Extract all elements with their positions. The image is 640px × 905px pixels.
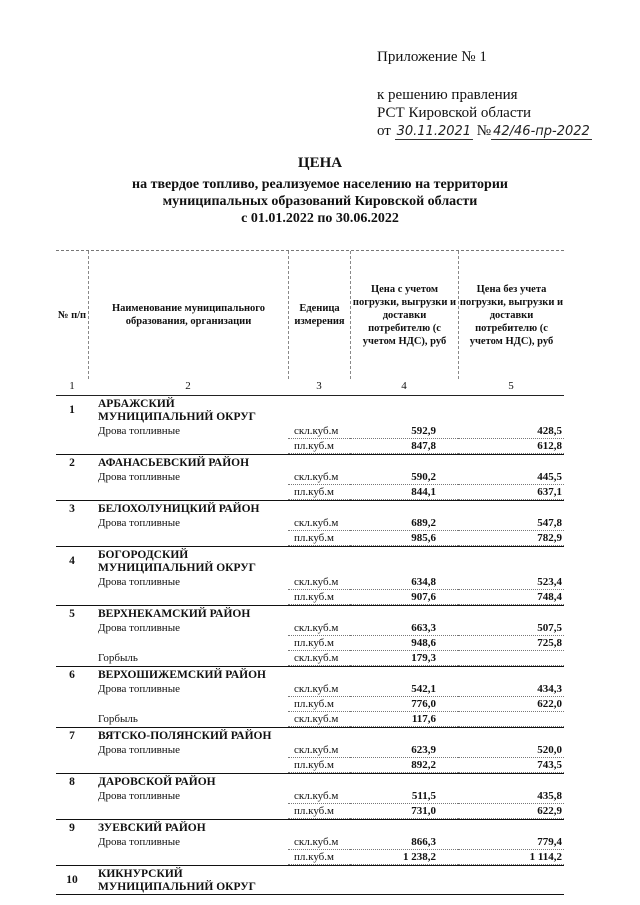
- section-name: [98, 820, 564, 835]
- unit-cell: пл.куб.м: [288, 485, 350, 500]
- header-price-with: Цена с учетом погрузки, выгрузки и доставки потребителю (с учетом НДС), руб: [350, 251, 458, 379]
- item-name: Горбыль: [98, 713, 138, 725]
- item-name: Дрова топливные: [98, 425, 180, 437]
- item-name: [88, 636, 288, 651]
- price-with-cell: 948,6: [350, 636, 458, 651]
- appendix-title: Приложение № 1: [377, 49, 487, 65]
- appendix-date: 30.11.2021: [396, 124, 472, 139]
- section-number: 10: [66, 874, 78, 886]
- unit-cell: пл.куб.м: [288, 850, 350, 865]
- unit-cell: скл.куб.м: [288, 424, 350, 439]
- section-name-line: ДАРОВСКОЙ РАЙОН: [98, 776, 216, 788]
- price-with-cell: 892,2: [350, 758, 458, 773]
- price-with-cell: 511,5: [350, 789, 458, 804]
- item-name: [88, 590, 288, 605]
- price-without-cell: 547,8: [458, 516, 564, 531]
- price-with-cell: 179,3: [350, 651, 458, 666]
- appendix-line1: к решению правления: [377, 87, 518, 103]
- table-section: [56, 501, 564, 547]
- section-number: 1: [69, 404, 75, 416]
- price-with-cell: 1 238,2: [350, 850, 458, 865]
- section-name: [98, 866, 564, 894]
- column-number: 1: [69, 380, 75, 392]
- document-title: [60, 154, 580, 227]
- unit-cell: скл.куб.м: [288, 651, 350, 666]
- price-without-cell: 612,8: [458, 439, 564, 454]
- unit-cell: скл.куб.м: [288, 575, 350, 590]
- item-name: Горбыль: [98, 652, 138, 664]
- section-name-line: ВЯТСКО-ПОЛЯНСКИЙ РАЙОН: [98, 730, 272, 742]
- table-row: [56, 651, 564, 666]
- section-heading: [56, 606, 564, 621]
- table-row: [56, 424, 564, 439]
- section-heading: [56, 820, 564, 835]
- item-name: Дрова топливные: [98, 576, 180, 588]
- item-name: [88, 439, 288, 454]
- table-row: [56, 439, 564, 454]
- item-name: [88, 697, 288, 712]
- price-without-cell: 748,4: [458, 590, 564, 605]
- price-without-cell: 1 114,2: [458, 850, 564, 865]
- price-with-cell: 731,0: [350, 804, 458, 819]
- price-with-cell: 117,6: [350, 712, 458, 727]
- table-section: [56, 396, 564, 455]
- section-number: 2: [69, 456, 75, 469]
- table-row: [56, 682, 564, 697]
- table-row: [56, 758, 564, 773]
- section-number: 8: [69, 775, 75, 788]
- title-line3: муниципальных образований Кировской области: [162, 194, 478, 209]
- price-without-cell: 779,4: [458, 835, 564, 850]
- unit-cell: скл.куб.м: [288, 621, 350, 636]
- section-name-line: БЕЛОХОЛУНИЦКИЙ РАЙОН: [98, 503, 260, 515]
- price-without-cell: 725,8: [458, 636, 564, 651]
- section-name: [98, 728, 564, 743]
- section-heading: [56, 667, 564, 682]
- unit-cell: скл.куб.м: [288, 835, 350, 850]
- section-number: 6: [69, 668, 75, 681]
- section-number: 5: [69, 607, 75, 620]
- table-section: [56, 667, 564, 728]
- header-name: Наименование муниципального образования, организации: [88, 251, 288, 379]
- unit-cell: скл.куб.м: [288, 470, 350, 485]
- section-name: [98, 501, 564, 516]
- section-number: 3: [69, 502, 75, 515]
- column-numbers-row: [56, 379, 564, 396]
- table-row: [56, 636, 564, 651]
- price-table: [56, 250, 564, 895]
- section-number: 4: [69, 555, 75, 567]
- table-section: [56, 547, 564, 606]
- item-name: Дрова топливные: [98, 471, 180, 483]
- unit-cell: скл.куб.м: [288, 789, 350, 804]
- price-without-cell: 622,9: [458, 804, 564, 819]
- item-name: [88, 531, 288, 546]
- section-number: 7: [69, 729, 75, 742]
- section-name: [98, 774, 564, 789]
- table-section: [56, 866, 564, 895]
- table-row: [56, 575, 564, 590]
- table-row: [56, 835, 564, 850]
- section-number: 9: [69, 821, 75, 834]
- item-name: [88, 485, 288, 500]
- price-without-cell: [458, 651, 564, 666]
- title-line1: ЦЕНА: [297, 155, 343, 171]
- section-heading: [56, 396, 564, 424]
- price-with-cell: 634,8: [350, 575, 458, 590]
- table-section: [56, 774, 564, 820]
- unit-cell: скл.куб.м: [288, 516, 350, 531]
- column-number: 4: [401, 380, 407, 392]
- price-with-cell: 847,8: [350, 439, 458, 454]
- unit-cell: пл.куб.м: [288, 697, 350, 712]
- unit-cell: пл.куб.м: [288, 758, 350, 773]
- unit-cell: пл.куб.м: [288, 804, 350, 819]
- price-without-cell: 445,5: [458, 470, 564, 485]
- price-without-cell: 434,3: [458, 682, 564, 697]
- table-row: [56, 789, 564, 804]
- table-section: [56, 820, 564, 866]
- column-number: 5: [508, 380, 514, 392]
- section-name-line: МУНИЦИПАЛЬНИЙ ОКРУГ: [98, 562, 256, 574]
- item-name: [88, 804, 288, 819]
- section-name-line: ВЕРХОШИЖЕМСКИЙ РАЙОН: [98, 669, 266, 681]
- section-name: [98, 547, 564, 575]
- table-row: [56, 621, 564, 636]
- item-name: Дрова топливные: [98, 790, 180, 802]
- price-with-cell: 907,6: [350, 590, 458, 605]
- item-name: Дрова топливные: [98, 683, 180, 695]
- section-name: [98, 606, 564, 621]
- unit-cell: скл.куб.м: [288, 712, 350, 727]
- section-name-line: АФАНАСЬЕВСКИЙ РАЙОН: [98, 457, 250, 469]
- section-name: [98, 396, 564, 424]
- appendix-number: 42/46-пр-2022: [493, 124, 590, 139]
- price-without-cell: 743,5: [458, 758, 564, 773]
- appendix-block: [377, 48, 632, 140]
- appendix-date-line: [377, 122, 632, 140]
- table-row: [56, 531, 564, 546]
- appendix-from: от: [377, 123, 391, 139]
- title-line2: на твердое топливо, реализуемое населению на территории: [132, 177, 508, 192]
- section-heading: [56, 774, 564, 789]
- price-without-cell: 622,0: [458, 697, 564, 712]
- price-with-cell: 623,9: [350, 743, 458, 758]
- table-row: [56, 516, 564, 531]
- item-name: [88, 758, 288, 773]
- table-row: [56, 470, 564, 485]
- price-with-cell: 663,3: [350, 621, 458, 636]
- price-without-cell: 520,0: [458, 743, 564, 758]
- table-section: [56, 728, 564, 774]
- unit-cell: скл.куб.м: [288, 743, 350, 758]
- table-row: [56, 850, 564, 865]
- table-header: [56, 250, 564, 379]
- price-with-cell: 592,9: [350, 424, 458, 439]
- title-line4: с 01.01.2022 по 30.06.2022: [241, 211, 399, 226]
- item-name: Дрова топливные: [98, 622, 180, 634]
- section-name-line: КИКНУРСКИЙ: [98, 868, 183, 880]
- unit-cell: пл.куб.м: [288, 590, 350, 605]
- table-row: [56, 485, 564, 500]
- section-name-line: ЗУЕВСКИЙ РАЙОН: [98, 822, 206, 834]
- section-heading: [56, 728, 564, 743]
- column-number: 3: [316, 380, 322, 392]
- table-row: [56, 712, 564, 727]
- item-name: Дрова топливные: [98, 517, 180, 529]
- section-name-line: БОГОРОДСКИЙ: [98, 549, 189, 561]
- table-row: [56, 743, 564, 758]
- section-heading: [56, 501, 564, 516]
- table-row: [56, 697, 564, 712]
- table-row: [56, 804, 564, 819]
- price-with-cell: 542,1: [350, 682, 458, 697]
- section-name: [98, 455, 564, 470]
- section-heading: [56, 866, 564, 894]
- section-name-line: ВЕРХНЕКАМСКИЙ РАЙОН: [98, 608, 251, 620]
- price-without-cell: 523,4: [458, 575, 564, 590]
- table-body: [56, 396, 564, 895]
- section-heading: [56, 455, 564, 470]
- unit-cell: пл.куб.м: [288, 636, 350, 651]
- section-name-line: МУНИЦИПАЛЬНИЙ ОКРУГ: [98, 881, 256, 893]
- section-heading: [56, 547, 564, 575]
- unit-cell: пл.куб.м: [288, 531, 350, 546]
- price-without-cell: 637,1: [458, 485, 564, 500]
- price-with-cell: 844,1: [350, 485, 458, 500]
- price-without-cell: 507,5: [458, 621, 564, 636]
- header-num: № п/п: [57, 309, 87, 321]
- unit-cell: скл.куб.м: [288, 682, 350, 697]
- price-without-cell: 782,9: [458, 531, 564, 546]
- price-without-cell: [458, 712, 564, 727]
- appendix-line2: РСТ Кировской области: [377, 105, 532, 121]
- unit-cell: пл.куб.м: [288, 439, 350, 454]
- price-without-cell: 428,5: [458, 424, 564, 439]
- price-with-cell: 985,6: [350, 531, 458, 546]
- price-with-cell: 866,3: [350, 835, 458, 850]
- appendix-number-prefix: №: [476, 123, 492, 139]
- header-unit: Еденица измерения: [288, 251, 350, 379]
- price-with-cell: 590,2: [350, 470, 458, 485]
- price-with-cell: 776,0: [350, 697, 458, 712]
- section-name-line: АРБАЖСКИЙ: [98, 398, 175, 410]
- table-row: [56, 590, 564, 605]
- section-name-line: МУНИЦИПАЛЬНИЙ ОКРУГ: [98, 411, 256, 423]
- header-price-without: Цена без учета погрузки, выгрузки и доставки потребителю (с учетом НДС), руб: [458, 251, 564, 379]
- item-name: [88, 850, 288, 865]
- section-name: [98, 667, 564, 682]
- price-with-cell: 689,2: [350, 516, 458, 531]
- item-name: Дрова топливные: [98, 836, 180, 848]
- item-name: Дрова топливные: [98, 744, 180, 756]
- table-section: [56, 455, 564, 501]
- table-section: [56, 606, 564, 667]
- price-without-cell: 435,8: [458, 789, 564, 804]
- column-number: 2: [185, 380, 191, 392]
